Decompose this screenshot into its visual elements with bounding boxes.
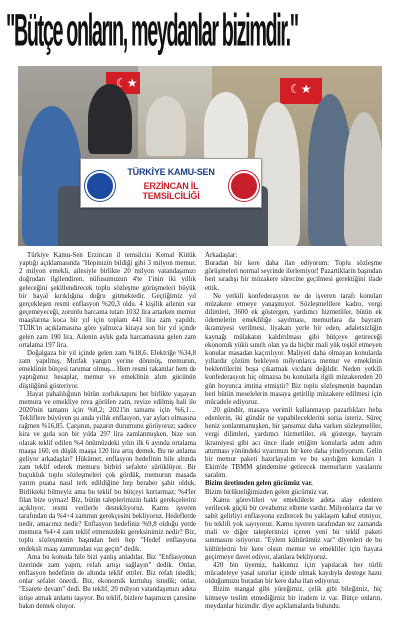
paragraph: Ne yetkili konfederasyon ne de işveren tarafı konulan müzakere etmeye yanaşmıyor. Sözleşmelilere kadro, vergi dilimleri, 3600 ek göstergen, yardımcı hizmetliler, bütün ek ödemelerin emekliliğe sayılması, memurlara da bayram ikramiyesi verilmesi, liyakatı yerle bir eden, adaletsizliğin kaynağı mülakatın kaldırılması gibi bütçeye getireceği ekonomik yükü sınırlı olan ya da hiçbir mali yük teşkil etmeyen konular masadan kaçırılıyor. Maliyeti daha olmayan konularda yıllardır çözüm bekleyen milyonlarca memur ve emeklinin beklentilerini boşa çıkarmak vicdani değildir. Neden yetkili konfederasyon hiç olmazsa bu konularla ilgili müzakereden 20 gün boyunca imtina etmiştir? Biz toplu sözleşmenin başından beri bütün meselelerin masaya getirilip müzakere edilmesi için mücadele ediyoruz. (205, 292, 382, 406)
crowd-person (146, 96, 186, 156)
crowd-person (204, 92, 248, 162)
paragraph: Arkadaşlar; (205, 252, 238, 259)
paragraph: Kamu görevlileri ve emeklilerle adeta alay edenlere verilecek güçlü bir cevabımız elbette vardır. Milyonlarca dar ve sabit gelirliyi enflasyona ezdirecek bu yaklaşım kabul etmiyor, bu teklifi yok sayıyoruz. Kamu işveren tarafından tez zamanda mali ve diğer taleplerimizi içeren yeni bir teklif paketi sunmasını istiyoruz. "Eylem kültürümüz var" diyenleri de bu kültürlerini bir kere olsun memur ve emekliler için hayata geçirmeye davet ediyor, alanlara bekliyoruz. (205, 496, 382, 561)
paragraph: Doğalgaza bir yıl içinde gelen zam %18,6. Elektriğe %34,8 zam yapılmış. Mutfak yangın yerine dönmüş, memurun, emeklinin bütçesi tarumar olmuş... Hem resmi rakamlar hem de yaptığımız hesaplar, memur ve emeklinin alım gücünün düştüğünü gösteriyor. (19, 349, 196, 390)
paragraph: Bizim birlikteliğimizden gelen gücümüz var. (205, 488, 329, 496)
union-logo-icon (85, 171, 115, 201)
turkish-flag-icon (280, 78, 322, 104)
banner-line2: ERZİNCAN İL TEMSİLCİLİĞİ (142, 181, 200, 201)
article-right-column (205, 252, 382, 611)
paragraph: 20 gündür, masaya verimli kullanmayıp pazarlıkları heba edenlerin, iki gündür ne yapabileceklerini sorsa isteriz. Süreç heniz sonlanmamışken, bir şansımız daha varken sözleşmeliler, vergi dilimleri, yardımcı hizmetliler, ek gösterge, bayram ikramiyesi gibi acı önce ifade ettiğim konularla adım adım attırması yönündeki uyarımızı bir kere daha yineliyorum. Gelin bir memur paketi hazırlayalım ve bu sayılığım konuları 1 Ekim'de TBMM gündemine getirecek memurların yaralarını saralım. (205, 406, 382, 480)
paragraph: Buradan bir kere daha ilan ediyorum: Toplu sözleşme görüşmeleri normal seyrinde ilerlemiyor! Pazartiklarin başından beri sıradışı bir müzakere sürecine geçilmesi gerektiğini ifade ettik. (205, 260, 382, 292)
banner-line1: TÜRKİYE KAMU-SEN (127, 167, 215, 177)
union-banner (80, 158, 262, 208)
crowd-person (344, 112, 382, 246)
headline: "Bütçe onların, meydanlar bizimdir." (6, 5, 298, 57)
crowd-person (88, 84, 132, 154)
news-photo (18, 66, 382, 246)
paragraph: Hayat pahalılığının bütün zorlukларını her birlikte yaşayan memura ve emekliye reva görülen zam, revize edilmiş hali ile 2020'nin tamamı için %8,2; 2021'in tamamı için %6,1… Tekliflere büyüyen şu anda yıllık enflasyon, yar ayları olmasına rağmen %16,85. Çarşının, pazarın durumunu görüyoruz; sadece kira ve gıda son bir yılda 297 lira zamlanmışken, bize son olarak teklif edilen %4 önümüzdeki yılın ilk 6 ayında ortalama maaşa 160, en düşük maaşa 120 lira artış demek. Bu ne anlama geliyor arkadaşlar? Hükümet, enflasyon hedefinin bile altında zam teklif ederek memuru birbiri sefalete sürüklüyor. Bir buçukluk toplu sözleşmeleri çok gördük, memurun masada yarım puana nasıl terk edildiğine hep beraber şahit olduk. Birlikteki bilmeyiz ama bu teklif bu bütçeyi kurtarmaz; %4'ler filan bize uymaz! Biz, bütün taleplerimizin haklı gerekçelerini açıklıyor, resmi verilerle destekliyoruz. Kamu işveren tarafından da %4+4 zammın gerekçesini bekliyoruz. Hedeflerde nedir, amacınız nedir? Enflasyon hedefiniz %9,8 olduğu yerde memura %4+4 zam teklif etmenizdeki gereksinimiz nedir? Biz, toplu sözleşmenin başından beri hep "Hedef enflasyona endeksli maaş zammından vaz geçin" dedik. (19, 390, 196, 553)
paragraph: Bizim mangal gibi yüreğimiz, çelik gibi bileğimiz, hiç kimseye teslim etmediğimiz bir iradem iz var. Bütçe onların, meydanlar bizimdir. diye açıklamalarda bulundu. (205, 586, 382, 610)
article-left-column (19, 252, 196, 611)
subheading: Bizim üretimden gelen gücümüz var. (205, 480, 313, 488)
paragraph: 420 bin üyemiz, hakkımız için yapılacak her türlü mücadeleye yasal sınırlar içinde olmak kaydıyla destege hazır olduğumuzu buradan bir kere daha ilan ediyoruz. (205, 561, 382, 586)
paragraph: Türkiye Kamu-Sen Erzincan il temsilcisi Kemal Kütük yaptığı açıklamasında "Hepinizin bildiği gibi 3 milyon memur, 2 milyon emekli, ailesiyle birlikte 20 milyon vatandaşımızı doğrudan ilgilendiren, nüfusumuzun 4'te 1'inin iki yıllık geleceğini şekillendirecek toplu sözleşme görüşmeleri büyük bir hayal kırıklığına doğru gitmektedir. Geçtiğimiz yıl gerçekleşen resmi enflasyon %20,3 oldu. 4 kişilik ailenin var geçemeyeceği, zorunlu harcama tutarı 1032 lira artarken memur maaşlarına koca bir yıl için toplam 441 lira zam yapıldı. TÜİK'in açıklamasına göre yalnızca kiraya son bir yıl içinde gelen zam 190 lira. Ailenin aylık gıda harcamasına gelen zam ortalama 197 lira. (19, 252, 196, 349)
union-logo-icon (229, 171, 259, 201)
paragraph: Ama bu konuda hile bizi yanlış anladılar. Biz "Enflasyonun üzerinde zam yapın, refah artışı sağlayın" dedik. Onlar, enflasyon hedefinin de altında teklif ettiler. Biz refah istedik; onlar sefalet önerdi. Biz, ekonomik kurtuluş istedik; onlar, "Esarete devam" dedi. Bu teklif, 20 milyon vatandaşımızı adeta istişe atmak anlamı taşıyor. Bu teklif, bizlere başımızın çaresine bakın demek oluyor. (19, 553, 196, 610)
